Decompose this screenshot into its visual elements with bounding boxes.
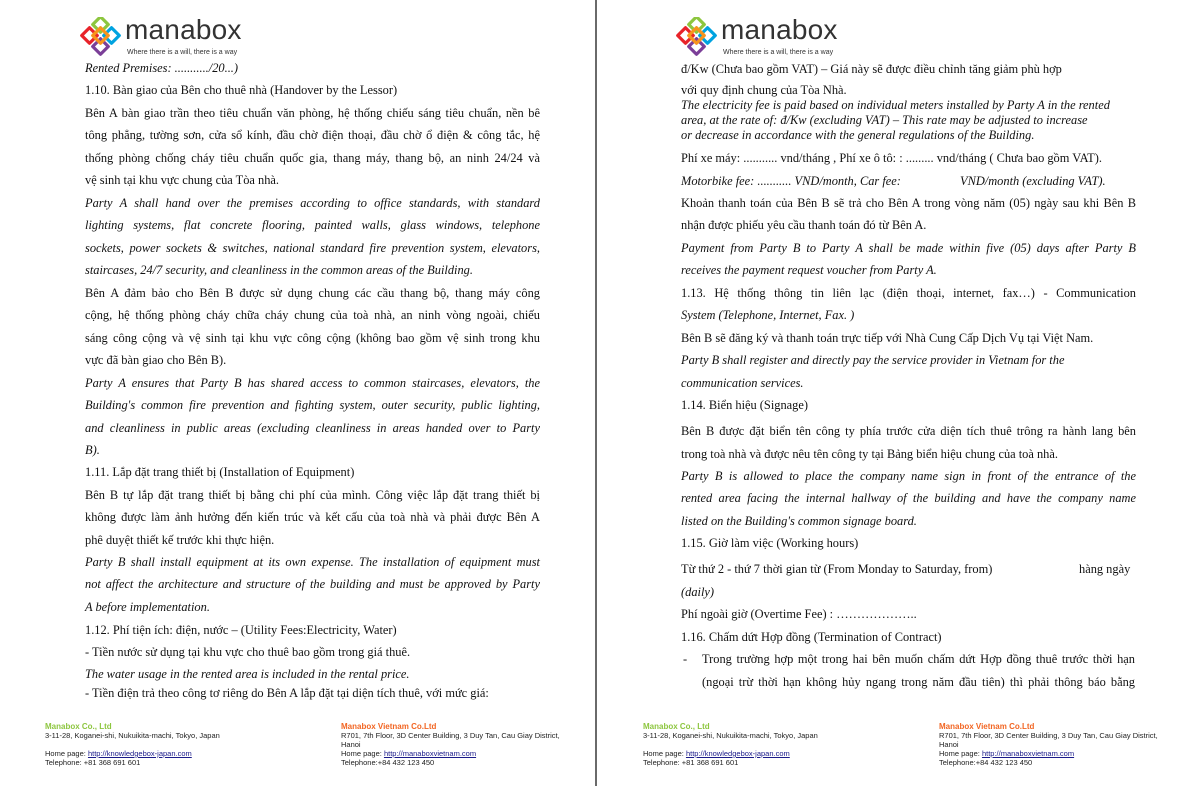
- footer-homepage-label: Home page:: [341, 749, 384, 758]
- section-heading-1-15: 1.15. Giờ làm việc (Working hours): [681, 536, 859, 550]
- footer-homepage: [45, 749, 285, 758]
- text-line: Bên A đảm bảo cho Bên B được sử dụng chung các cầu thang bộ, thang máy công: [85, 286, 540, 300]
- text-line: nhận được phiếu yêu cầu thanh toán đó từ Bên A.: [681, 218, 927, 232]
- footer-company-name: Manabox Co., Ltd: [45, 722, 112, 731]
- text-line: Phí xe máy: ........... vnd/tháng , Phí xe ô tô: : ......... vnd/tháng ( Chưa bao gồm VAT).: [681, 151, 1102, 165]
- footer-company-name: Manabox Vietnam Co.Ltd: [341, 722, 437, 731]
- text-line: The electricity fee is paid based on individual meters installed by Party A in the rented: [681, 98, 1110, 112]
- footer-japan-office: [643, 722, 883, 767]
- footer-homepage-label: Home page:: [643, 749, 686, 758]
- section-heading-1-13: 1.13. Hệ thống thông tin liên lạc (điện thoại, internet, fax…) - Communication: [681, 286, 1136, 300]
- footer-homepage: [939, 749, 1184, 758]
- brand-tagline: Where there is a will, there is a way: [127, 49, 238, 56]
- footer-address: R701, 7th Floor, 3D Center Building, 3 Duy Tan, Cau Giay District,: [939, 731, 1158, 740]
- footer-homepage-label: Home page:: [45, 749, 88, 758]
- text-line: rented area facing the internal hallway of the building and have the company name: [681, 491, 1136, 505]
- text-line: System (Telephone, Internet, Fax. ): [681, 308, 855, 322]
- text-line: not affect the architecture and structure of the building and must be approved by Party: [85, 577, 540, 591]
- section-heading-1-16: 1.16. Chấm dứt Hợp đồng (Termination of Contract): [681, 630, 942, 644]
- manabox-logo-mark-icon: [676, 17, 718, 57]
- text-line: lighting systems, flat concrete flooring, painted walls, glass windows, telephone: [85, 218, 540, 232]
- footer-telephone: Telephone: +81 368 691 601: [643, 758, 739, 767]
- text-line: area, at the rate of: đ/Kw (excluding VAT) – This rate may be adjusted to increase: [681, 113, 1088, 127]
- text-line: Party B shall install equipment at its own expense. The installation of equipment must: [85, 555, 540, 569]
- footer-address: 3-11-28, Koganei-shi, Nukuikita-machi, Tokyo, Japan: [45, 731, 220, 740]
- brand-name: manabox: [721, 14, 838, 45]
- footer-homepage-link[interactable]: http://knowledgebox-japan.com: [685, 749, 790, 758]
- text-line: sáng công cộng và vệ sinh tại khu vực công cộng (không bao gồm vệ sinh trong khu: [85, 331, 540, 345]
- section-heading-1-10: 1.10. Bàn giao của Bên cho thuê nhà (Handover by the Lessor): [85, 83, 398, 97]
- brand-name: manabox: [125, 14, 242, 45]
- text-line: thống phòng chống cháy tiêu chuẩn quốc gia, thang máy, thang bộ, an ninh 24/24 và: [85, 151, 540, 165]
- text-line: tông phẳng, tường sơn, cửa sổ kính, đầu chờ điện thoại, đầu chờ ổ điện & công tắc, hệ: [85, 128, 540, 142]
- manabox-logo-mark-icon: [80, 17, 122, 57]
- list-item-text: (ngoại trừ thời hạn không hủy ngang trong năm đầu tiên) thì phải thông báo bằng: [702, 675, 1135, 689]
- text-line: Payment from Party B to Party A shall be made within five (05) days after Party B: [681, 241, 1136, 255]
- footer-telephone: Telephone:+84 432 123 450: [341, 758, 435, 767]
- page-divider: [595, 0, 597, 786]
- text-line: cộng, hệ thống phòng cháy chữa cháy chung của toà nhà, an ninh vòng ngoài, chiếu: [85, 308, 540, 322]
- text-line: Motorbike fee: ........... VND/month, Car fee:: [681, 174, 901, 188]
- text-line: sockets, power sockets & switches, national standard fire prevention system, elevators,: [85, 241, 540, 255]
- footer-address: Hanoi: [341, 740, 361, 749]
- footer-homepage: [643, 749, 883, 758]
- text-line: VND/month (excluding VAT).: [960, 174, 1106, 188]
- text-line: Party A shall hand over the premises according to office standards, with standard: [85, 196, 540, 210]
- text-line: receives the payment request voucher from Party A.: [681, 263, 937, 277]
- text-line: A before implementation.: [85, 600, 210, 614]
- text-line: B).: [85, 443, 100, 457]
- footer-homepage: [341, 749, 586, 758]
- text-line: trong toà nhà và được nêu tên công ty tại Bảng biển hiệu chung của toà nhà.: [681, 447, 1058, 461]
- section-heading-1-11: 1.11. Lắp đặt trang thiết bị (Installation of Equipment): [85, 465, 355, 479]
- footer-japan-office: [45, 722, 285, 767]
- text-line: hàng ngày: [1079, 562, 1131, 576]
- text-line: Bên B được đặt biển tên công ty phía trước cửa diện tích thuê trông ra hành lang bên: [681, 424, 1136, 438]
- section-heading-1-14: 1.14. Biển hiệu (Signage): [681, 398, 808, 412]
- footer-telephone: Telephone:+84 432 123 450: [939, 758, 1033, 767]
- text-line: vệ sinh tại khu vực chung của Tòa nhà.: [85, 173, 280, 187]
- text-line: Bên B sẽ đăng ký và thanh toán trực tiếp với Nhà Cung Cấp Dịch Vụ tại Việt Nam.: [681, 331, 1094, 345]
- text-line: communication services.: [681, 376, 804, 390]
- text-line: Party A ensures that Party B has shared access to common staircases, elevators, the: [85, 376, 540, 390]
- text-line: phê duyệt thiết kế trước khi thực hiện.: [85, 533, 275, 547]
- text-line: and cleanliness in public areas (excluding cleanliness in areas handed over to Party: [85, 421, 540, 435]
- footer-homepage-link[interactable]: http://manaboxvietnam.com: [383, 749, 477, 758]
- footer-address: 3-11-28, Koganei-shi, Nukuikita-machi, Tokyo, Japan: [643, 731, 818, 740]
- text-line: Building's common fire prevention and fighting system, outer security, public lighting,: [85, 398, 540, 412]
- text-line: or decrease in accordance with the general regulations of the Building.: [681, 128, 1035, 142]
- footer-vietnam-office: [939, 722, 1184, 767]
- text-line: Phí ngoài giờ (Overtime Fee) : ………………..: [681, 607, 917, 621]
- text-line: với quy định chung của Tòa Nhà.: [681, 83, 847, 97]
- text-line: - Tiền nước sử dụng tại khu vực cho thuê bao gồm trong giá thuê.: [85, 645, 411, 659]
- text-line: - Tiền điện trả theo công tơ riêng do Bên A lắp đặt tại diện tích thuê, với mức giá:: [85, 686, 489, 700]
- text-line: (daily): [681, 585, 715, 599]
- text-line: đ/Kw (Chưa bao gồm VAT) – Giá này sẽ được điều chỉnh tăng giảm phù hợp: [681, 62, 1062, 76]
- text-line: Bên B tự lắp đặt trang thiết bị bằng chi phí của mình. Công việc lắp đặt trang thiết bị: [85, 488, 540, 502]
- text-line: không được làm ảnh hưởng đến kiến trúc và kết cấu của toà nhà và phải được Bên A: [85, 510, 540, 524]
- footer-address: Hanoi: [939, 740, 959, 749]
- text-line: vực đã bàn giao cho Bên B).: [85, 353, 227, 367]
- text-line: Party B is allowed to place the company name sign in front of the entrance of the: [681, 469, 1136, 483]
- footer-homepage-label: Home page:: [939, 749, 982, 758]
- footer-homepage-link[interactable]: http://knowledgebox-japan.com: [87, 749, 192, 758]
- footer-vietnam-office: [341, 722, 586, 767]
- text-line: Khoản thanh toán của Bên B sẽ trả cho Bên A trong vòng năm (05) ngày sau khi Bên B: [681, 196, 1136, 210]
- footer-homepage-link[interactable]: http://manaboxvietnam.com: [981, 749, 1075, 758]
- text-line: Từ thứ 2 - thứ 7 thời gian từ (From Monday to Saturday, from): [681, 562, 993, 576]
- text-line: Rented Premises: .........../20...): [85, 61, 239, 75]
- list-item-text: Trong trường hợp một trong hai bên muốn chấm dứt Hợp đồng thuê trước thời hạn: [702, 652, 1135, 666]
- text-line: The water usage in the rented area is included in the rental price.: [85, 667, 410, 681]
- text-line: staircases, 24/7 security, and cleanliness in the common areas of the Building.: [85, 263, 473, 277]
- footer-company-name: Manabox Vietnam Co.Ltd: [939, 722, 1035, 731]
- footer-company-name: Manabox Co., Ltd: [643, 722, 710, 731]
- document-page-right: [598, 0, 1188, 786]
- brand-tagline: Where there is a will, there is a way: [723, 49, 834, 56]
- text-line: listed on the Building's common signage board.: [681, 514, 917, 528]
- text-line: Bên A bàn giao trần theo tiêu chuẩn văn phòng, hệ thống chiếu sáng tiêu chuẩn, nền bê: [85, 106, 540, 120]
- section-heading-1-12: 1.12. Phí tiện ích: điện, nước – (Utility Fees:Electricity, Water): [85, 623, 397, 637]
- footer-address: R701, 7th Floor, 3D Center Building, 3 Duy Tan, Cau Giay District,: [341, 731, 560, 740]
- footer-telephone: Telephone: +81 368 691 601: [45, 758, 141, 767]
- text-line: Party B shall register and directly pay the service provider in Vietnam for the: [681, 353, 1065, 367]
- list-bullet: -: [683, 652, 688, 666]
